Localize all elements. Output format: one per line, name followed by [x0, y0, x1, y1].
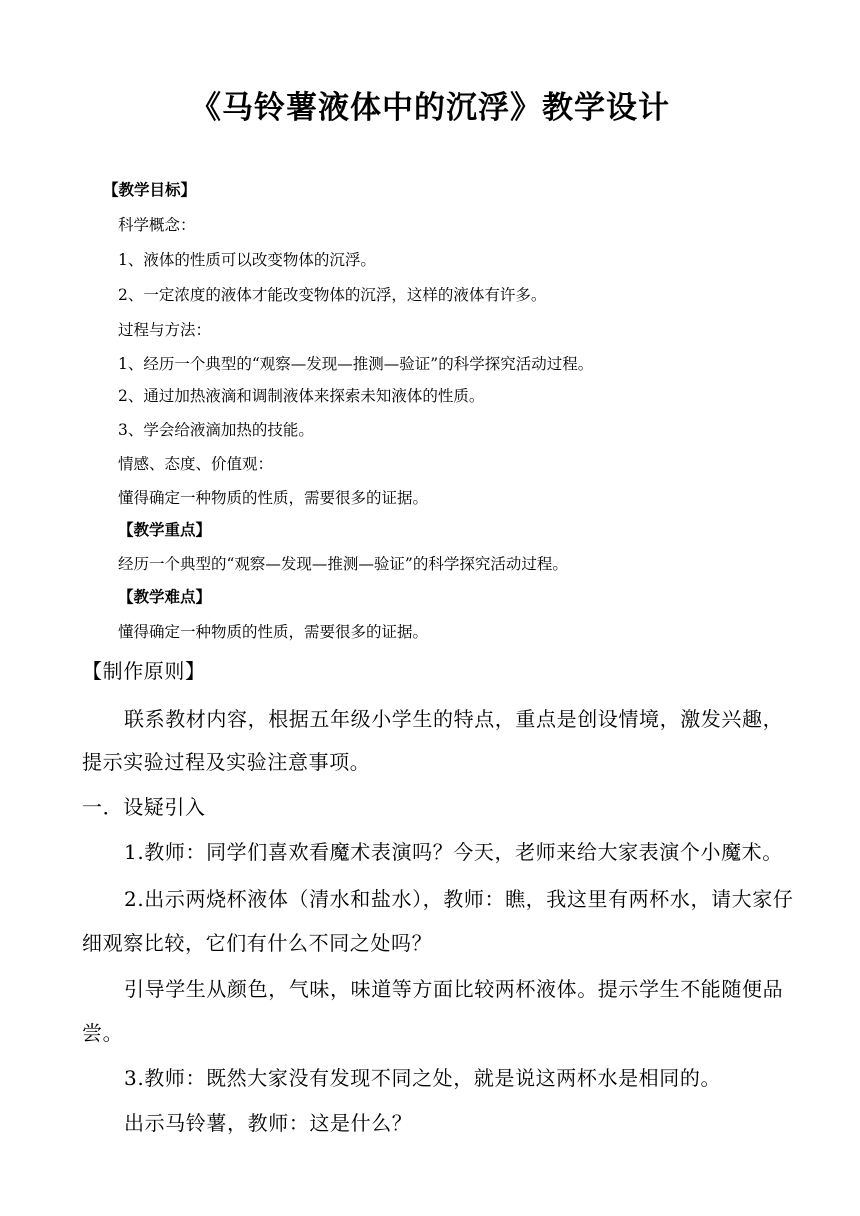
difficulty-text: 懂得确定一种物质的性质，需要很多的证据。 — [118, 623, 429, 641]
principle-heading: 【制作原则】 — [82, 659, 206, 683]
section1-heading: 一．设疑引入 — [82, 795, 206, 819]
concept-item-2: 2、一定浓度的液体才能改变物体的沉浮，这样的液体有许多。 — [118, 286, 547, 304]
principle-line-2: 提示实验过程及实验注意事项。 — [82, 750, 371, 774]
concept-item-1: 1、液体的性质可以改变物体的沉浮。 — [118, 251, 376, 269]
attitude-label: 情感、态度、价值观： — [118, 455, 274, 473]
section1-p5: 出示马铃薯，教师：这是什么？ — [124, 1111, 413, 1135]
key-point-text: 经历一个典型的“观察—发现—推测—验证”的科学探究活动过程。 — [118, 555, 568, 573]
key-point-heading: 【教学重点】 — [118, 520, 212, 539]
objectives-heading: 【教学目标】 — [103, 180, 197, 199]
difficulty-heading: 【教学难点】 — [118, 587, 212, 606]
principle-line-1: 联系教材内容，根据五年级小学生的特点，重点是创设情境，激发兴趣， — [124, 707, 784, 731]
section1-p3-line1: 引导学生从颜色，气味，味道等方面比较两杯液体。提示学生不能随便品 — [124, 977, 784, 1001]
attitude-text: 懂得确定一种物质的性质，需要很多的证据。 — [118, 489, 429, 507]
concept-label: 科学概念： — [118, 216, 196, 234]
document-title: 《马铃薯液体中的沉浮》教学设计 — [190, 90, 670, 126]
process-item-2: 2、通过加热液滴和调制液体来探索未知液体的性质。 — [118, 387, 485, 405]
section1-p3-line2: 尝。 — [82, 1021, 124, 1045]
section1-p2-line2: 细观察比较，它们有什么不同之处吗？ — [82, 931, 433, 955]
process-item-3: 3、学会给液滴加热的技能。 — [118, 421, 314, 439]
section1-p1: 1.教师：同学们喜欢看魔术表演吗？今天，老师来给大家表演个小魔术。 — [124, 840, 783, 864]
process-item-1: 1、经历一个典型的“观察—发现—推测—验证”的科学探究活动过程。 — [118, 355, 594, 373]
section1-p4: 3.教师：既然大家没有发现不同之处，就是说这两杯水是相同的。 — [124, 1066, 722, 1090]
section1-p2-line1: 2.出示两烧杯液体（清水和盐水），教师：瞧，我这里有两杯水，请大家仔 — [124, 887, 794, 911]
process-label: 过程与方法： — [118, 321, 212, 339]
